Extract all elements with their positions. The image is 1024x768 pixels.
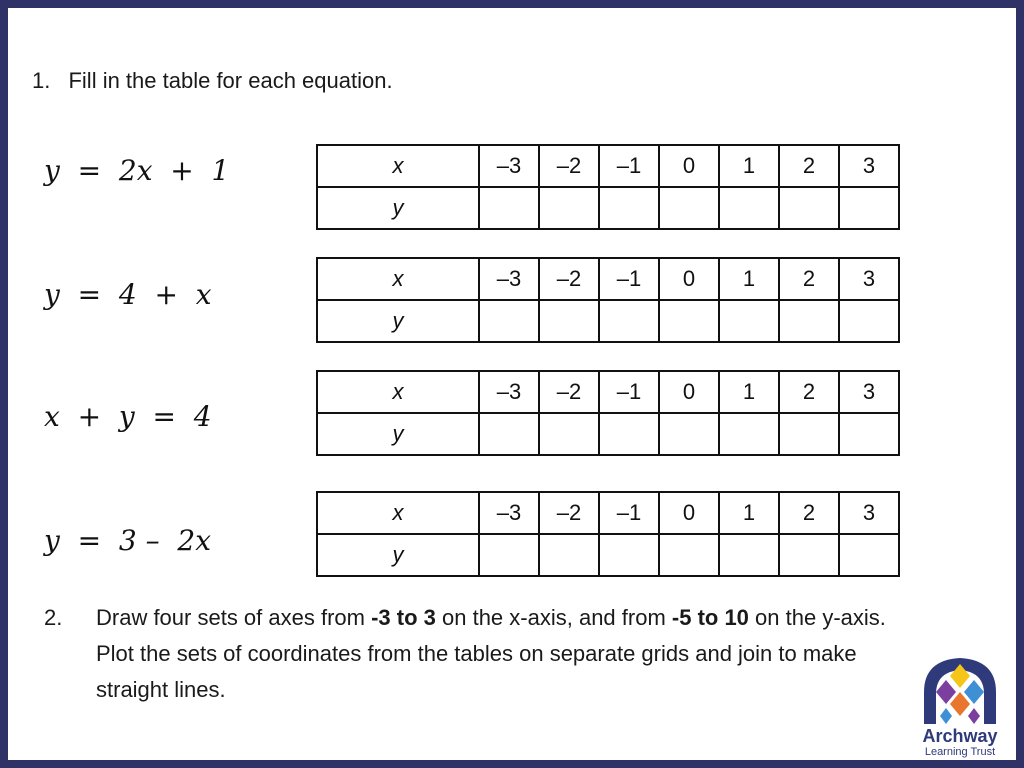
y-answer-cell[interactable] xyxy=(599,534,659,576)
x-value: 1 xyxy=(719,145,779,187)
slide xyxy=(8,8,1016,760)
y-answer-cell[interactable] xyxy=(719,300,779,342)
x-value: –2 xyxy=(539,145,599,187)
y-answer-cell[interactable] xyxy=(719,187,779,229)
x-value: 0 xyxy=(659,371,719,413)
x-value: 3 xyxy=(839,492,899,534)
y-answer-cell[interactable] xyxy=(839,413,899,455)
x-value: 2 xyxy=(779,492,839,534)
archway-logo xyxy=(910,654,1010,758)
question-2-text xyxy=(96,600,924,708)
x-value: –2 xyxy=(539,258,599,300)
y-answer-cell[interactable] xyxy=(599,413,659,455)
logo-subtitle: Learning Trust xyxy=(924,746,996,758)
value-table-2 xyxy=(316,257,900,343)
x-value: 0 xyxy=(659,258,719,300)
x-value: 2 xyxy=(779,258,839,300)
y-header: y xyxy=(317,413,479,455)
x-range-bold: -3 to 3 xyxy=(371,605,436,630)
x-row xyxy=(317,145,899,187)
x-value: –1 xyxy=(599,258,659,300)
value-table-1 xyxy=(316,144,900,230)
x-value: 1 xyxy=(719,492,779,534)
logo-name: Archway xyxy=(922,726,998,746)
x-value: –3 xyxy=(479,145,539,187)
x-header: x xyxy=(317,145,479,187)
y-row xyxy=(317,534,899,576)
y-answer-cell[interactable] xyxy=(839,187,899,229)
x-row xyxy=(317,258,899,300)
equation-1: y = 2x + 1 xyxy=(44,154,230,187)
y-row xyxy=(317,300,899,342)
q2-text-part: on the y-axis. Plot the sets of coordinates from the tables on separate grids and join to make straight lines. xyxy=(96,605,886,702)
question-2 xyxy=(44,600,924,708)
y-range-bold: -5 to 10 xyxy=(671,605,749,630)
equation-2: y = 4 + x xyxy=(44,278,212,311)
x-value: 3 xyxy=(839,145,899,187)
equation-3: x + y = 4 xyxy=(44,400,212,433)
archway-arch-icon xyxy=(910,654,1010,726)
y-answer-cell[interactable] xyxy=(479,187,539,229)
x-value: 0 xyxy=(659,145,719,187)
y-answer-cell[interactable] xyxy=(479,413,539,455)
x-header: x xyxy=(317,371,479,413)
x-value: 2 xyxy=(779,145,839,187)
y-answer-cell[interactable] xyxy=(479,534,539,576)
question-2-number: 2. xyxy=(44,605,63,630)
x-value: 3 xyxy=(839,371,899,413)
x-value: –1 xyxy=(599,145,659,187)
q2-text-part: on the x-axis, and from xyxy=(435,605,672,630)
y-header: y xyxy=(317,534,479,576)
y-answer-cell[interactable] xyxy=(719,413,779,455)
y-answer-cell[interactable] xyxy=(539,187,599,229)
x-value: 1 xyxy=(719,371,779,413)
y-answer-cell[interactable] xyxy=(719,534,779,576)
y-header: y xyxy=(317,300,479,342)
x-value: –2 xyxy=(539,371,599,413)
x-value: –1 xyxy=(599,492,659,534)
question-1-text: Fill in the table for each equation. xyxy=(68,68,393,93)
y-answer-cell[interactable] xyxy=(779,187,839,229)
x-value: –1 xyxy=(599,371,659,413)
y-answer-cell[interactable] xyxy=(479,300,539,342)
y-answer-cell[interactable] xyxy=(539,413,599,455)
y-answer-cell[interactable] xyxy=(839,534,899,576)
x-value: 0 xyxy=(659,492,719,534)
y-answer-cell[interactable] xyxy=(659,534,719,576)
x-row xyxy=(317,492,899,534)
y-answer-cell[interactable] xyxy=(539,534,599,576)
x-value: 3 xyxy=(839,258,899,300)
y-answer-cell[interactable] xyxy=(599,300,659,342)
equation-4: y = 3 – 2x xyxy=(44,524,212,557)
value-table-3 xyxy=(316,370,900,456)
x-value: –3 xyxy=(479,492,539,534)
x-header: x xyxy=(317,258,479,300)
y-header: y xyxy=(317,187,479,229)
y-answer-cell[interactable] xyxy=(839,300,899,342)
y-answer-cell[interactable] xyxy=(659,300,719,342)
y-answer-cell[interactable] xyxy=(779,534,839,576)
y-row xyxy=(317,187,899,229)
question-1 xyxy=(32,68,393,94)
question-1-number: 1. xyxy=(32,68,51,93)
x-value: –3 xyxy=(479,258,539,300)
y-row xyxy=(317,413,899,455)
q2-text-part: Draw four sets of axes from xyxy=(96,605,372,630)
x-value: 2 xyxy=(779,371,839,413)
y-answer-cell[interactable] xyxy=(659,413,719,455)
value-table-4 xyxy=(316,491,900,577)
x-row xyxy=(317,371,899,413)
y-answer-cell[interactable] xyxy=(779,300,839,342)
x-header: x xyxy=(317,492,479,534)
x-value: –2 xyxy=(539,492,599,534)
x-value: 1 xyxy=(719,258,779,300)
y-answer-cell[interactable] xyxy=(779,413,839,455)
y-answer-cell[interactable] xyxy=(659,187,719,229)
x-value: –3 xyxy=(479,371,539,413)
y-answer-cell[interactable] xyxy=(539,300,599,342)
y-answer-cell[interactable] xyxy=(599,187,659,229)
